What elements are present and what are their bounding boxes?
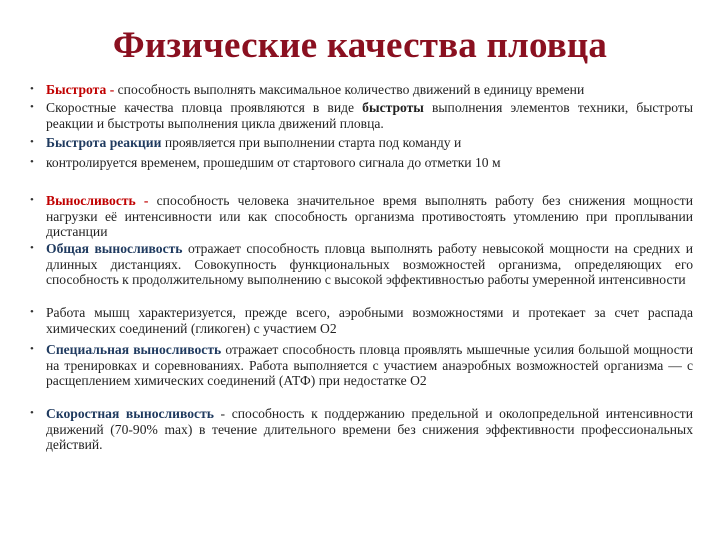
term: Общая выносливость: [46, 241, 183, 256]
item-text: - способность к поддержанию предельной и околопредельной интенсивности движений (70-90% max) в течение длительного времени без снижения эффективности профессиональных действий.: [46, 406, 693, 453]
item-text: Скоростные качества пловца проявляются в виде: [46, 100, 363, 115]
list-item: [30, 135, 693, 151]
term: Скоростная выносливость: [46, 406, 214, 421]
list-item: [30, 100, 693, 131]
term: быстроты: [362, 100, 424, 115]
bullet-icon: •: [30, 306, 34, 318]
term: Быстрота реакции: [46, 135, 162, 150]
bullet-icon: •: [30, 242, 34, 254]
list-item: [30, 241, 693, 288]
term: Специальная выносливость: [46, 342, 222, 357]
item-text: способность выполнять максимальное количество движений в единицу времени: [114, 82, 585, 97]
item-text: Работа мышц характеризуется, прежде всего, аэробными возможностями и протекает за счет распада химических соединений (гликоген) с участием О2: [46, 305, 693, 336]
bullet-icon: •: [30, 194, 34, 206]
item-text: контролируется временем, прошедшим от стартового сигнала до отметки 10 м: [46, 155, 501, 170]
item-text: выполнения элементов техники, быстроты реакции и быстроты выполнения цикла движений пловца.: [46, 100, 694, 131]
item-text: проявляется при выполнении старта под команду и: [161, 135, 462, 150]
term: Быстрота -: [46, 82, 115, 97]
list-item: [30, 342, 693, 389]
bullet-icon: •: [30, 407, 34, 419]
list-item: [30, 82, 693, 98]
term: Выносливость -: [46, 193, 149, 208]
bullet-icon: •: [30, 343, 34, 355]
list-item: [30, 305, 693, 336]
item-text: отражает способность пловца проявлять мышечные усилия большой мощности на тренировках и соревнованиях. Работа выполняется с участием анаэробных возможностей организма — с расщеплением химических соединений (АТФ) при недостатке О2: [46, 342, 694, 389]
list-item: [30, 193, 693, 240]
item-text: способность человека значительное время выполнять работу без снижения мощности нагрузки её интенсивности или как способность организма противостоять утомлению при проплывании дистанции: [46, 193, 694, 240]
list-item: [30, 406, 693, 453]
slide-title: Физические качества пловца: [112, 25, 608, 66]
bullet-icon: •: [30, 83, 34, 95]
list-item: [30, 155, 693, 171]
item-text: отражает способность пловца выполнять работу невысокой мощности на средних и длинных дистанциях. Совокупность функциональных возможностей организма, определяющих его способность к продолжительному выполнению с высокой эффективностью работы умеренной интенсивности: [46, 241, 693, 288]
bullet-icon: •: [30, 156, 34, 168]
bullet-icon: •: [30, 101, 34, 113]
bullet-icon: •: [30, 136, 34, 148]
